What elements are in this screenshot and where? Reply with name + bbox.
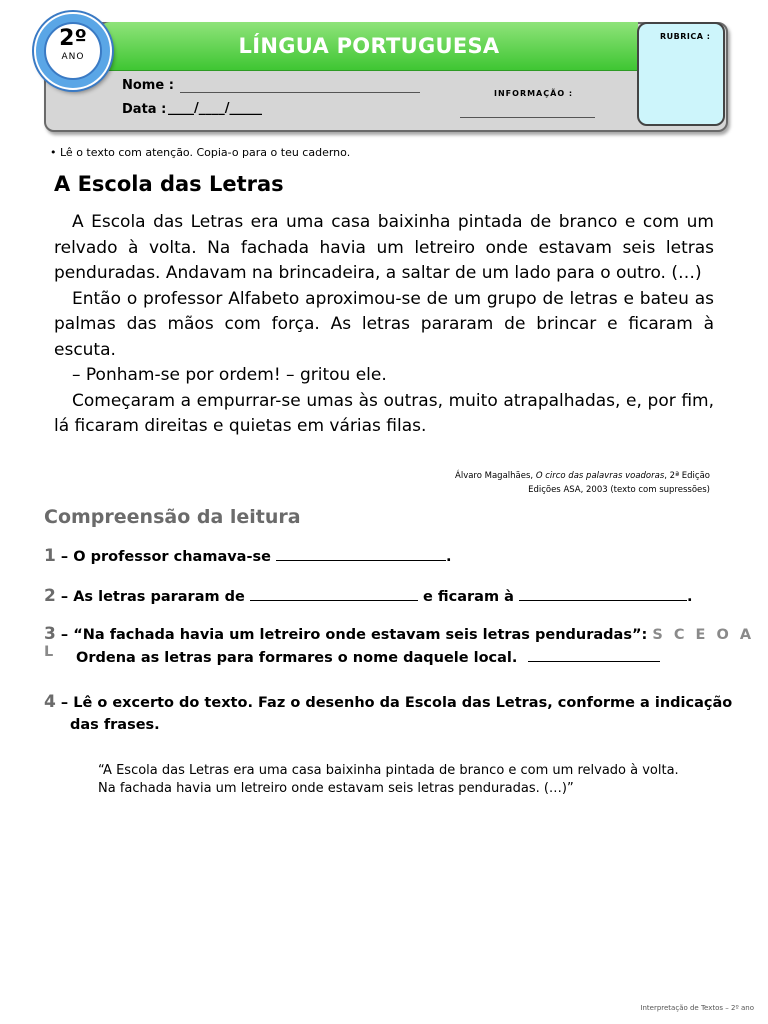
question-text: – As letras pararam de — [60, 589, 245, 605]
question-3-line-2 — [76, 649, 660, 666]
answer-blank[interactable] — [250, 588, 418, 601]
credit-edition: , 2ª Edição — [664, 471, 710, 481]
question-end: . — [686, 589, 693, 605]
name-field[interactable] — [180, 92, 420, 93]
question-number: 4 — [44, 692, 56, 712]
excerpt-quote: “A Escola das Letras era uma casa baixinha pintada de branco e com um relvado à volta. Na fachada havia um letreiro onde estavam seis letras penduradas. (…)” — [98, 763, 679, 796]
credit-author: Álvaro Magalhães, — [455, 471, 534, 481]
story-title: A Escola das Letras — [54, 172, 284, 196]
question-number: 1 — [44, 546, 56, 566]
question-number: 3 — [44, 624, 56, 644]
story-paragraph: Começaram a empurrar-se umas às outras, muito atrapalhadas, e, por fim, lá ficaram direitas e quietas em várias filas. — [54, 390, 714, 436]
answer-blank[interactable] — [276, 548, 446, 561]
answer-blank[interactable] — [519, 588, 687, 601]
question-2 — [44, 586, 692, 606]
bullet-icon: • — [50, 146, 57, 159]
grade-number: 2º — [59, 26, 87, 51]
question-text: – O professor chamava-se — [60, 549, 271, 565]
date-label: Data : — [122, 102, 167, 117]
answer-blank[interactable] — [528, 649, 660, 662]
instruction — [50, 146, 350, 159]
name-label: Nome : — [122, 78, 174, 93]
question-end: . — [446, 549, 452, 565]
question-4-line-2: das frases. — [70, 717, 160, 733]
story-text — [54, 210, 714, 440]
credit-publisher: Edições ASA, 2003 (texto com supressões) — [528, 485, 710, 495]
credit-book: O circo das palavras voadoras — [535, 471, 665, 481]
story-paragraph: Então o professor Alfabeto aproximou-se de um grupo de letras e bateu as palmas das mãos com força. As letras pararam de brincar e ficaram à escuta. — [54, 288, 714, 360]
question-1 — [44, 546, 452, 566]
question-text: – “Na fachada havia um letreiro onde estavam seis letras penduradas”: — [60, 627, 648, 643]
info-field[interactable] — [460, 117, 595, 118]
scrambled-letters: S C E O A L — [44, 627, 755, 660]
page-footer: Interpretação de Textos – 2º ano — [640, 1004, 754, 1012]
question-4 — [44, 692, 732, 712]
question-number: 2 — [44, 586, 56, 606]
question-text: Ordena as letras para formares o nome daquele local. — [76, 650, 518, 666]
rubrica-label: RUBRICA : — [660, 32, 711, 41]
question-text: – Lê o excerto do texto. Faz o desenho da Escola das Letras, conforme a indicação — [60, 695, 733, 711]
subject-title: LÍNGUA PORTUGUESA — [238, 34, 500, 58]
story-paragraph: A Escola das Letras era uma casa baixinha pintada de branco e com um relvado à volta. Na fachada havia um letreiro onde estavam seis letras penduradas. Andavam na brincadeira, a saltar de um lado para o outro. (…) — [54, 212, 714, 283]
question-text: e ficaram à — [423, 589, 514, 605]
info-label: INFORMAÇÃO : — [494, 89, 574, 98]
section-title: Compreensão da leitura — [44, 506, 301, 528]
story-credit — [455, 469, 710, 497]
story-paragraph: – Ponham-se por ordem! – gritou ele. — [72, 365, 387, 385]
date-field[interactable]: ____/____/_____ — [168, 101, 262, 116]
instruction-text: Lê o texto com atenção. Copia-o para o teu caderno. — [60, 146, 351, 159]
grade-label: ANO — [61, 52, 85, 62]
